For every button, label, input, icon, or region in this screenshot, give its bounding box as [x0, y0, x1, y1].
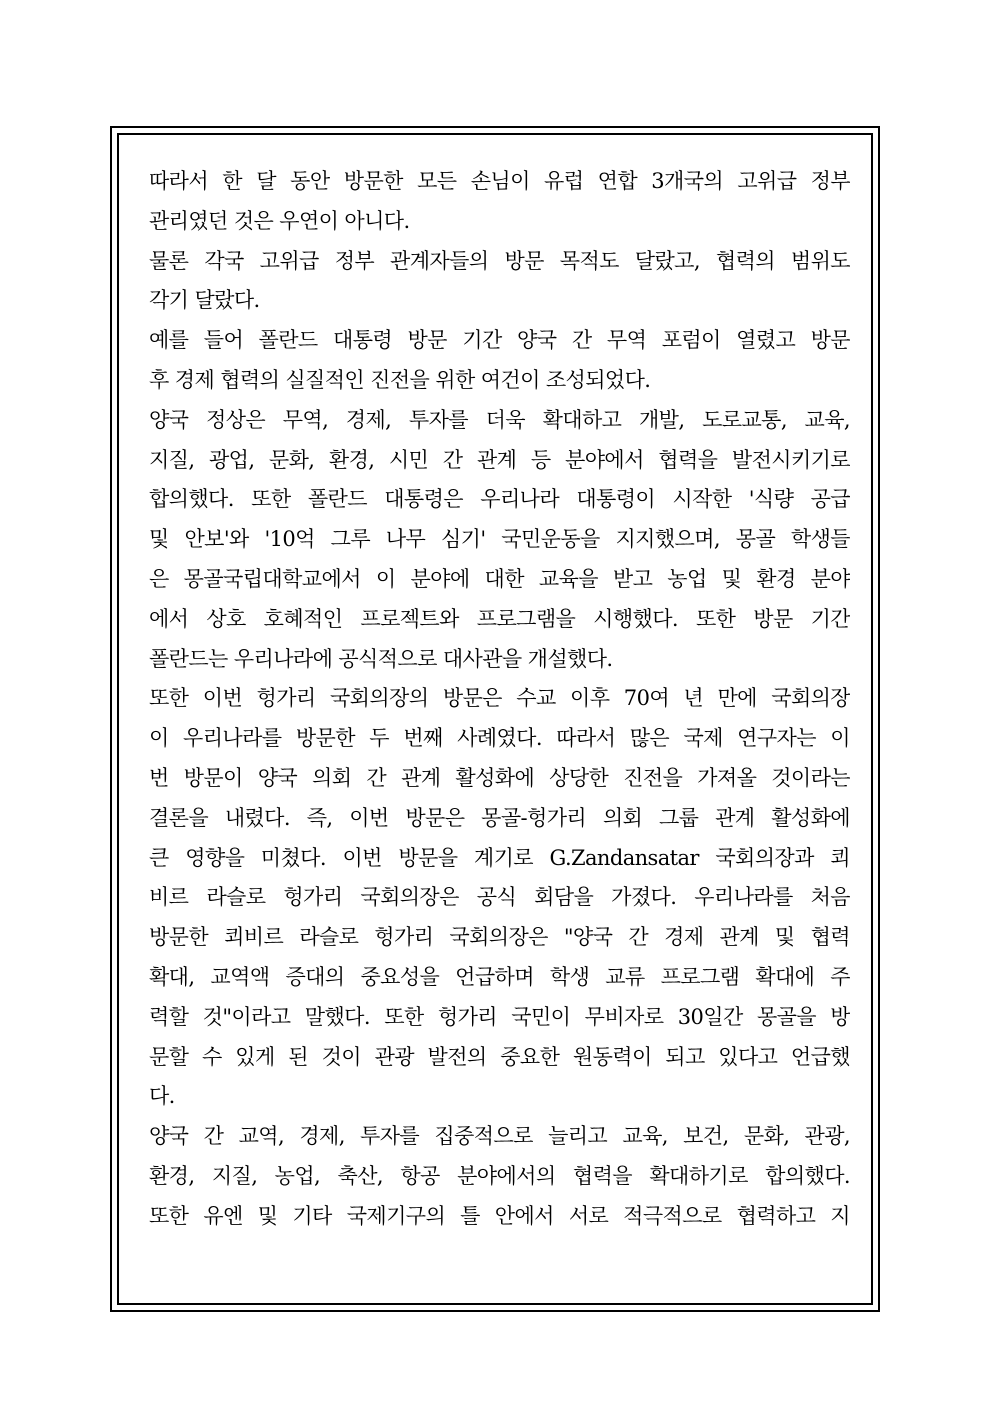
text-line: 결론을 내렸다. 즉, 이번 방문은 몽골-헝가리 의회 그룹 관계 활성화에 [149, 805, 850, 830]
text-line: 방문한 쾨비르 라슬로 헝가리 국회의장은 "양국 간 경제 관계 및 협력 [149, 925, 850, 950]
page-border-outer [110, 126, 880, 1312]
text-line: 확대, 교역액 증대의 중요성을 언급하며 학생 교류 프로그램 확대에 주 [149, 964, 850, 989]
text-line: 따라서 한 달 동안 방문한 모든 손님이 유럽 연합 3개국의 고위급 정부 [149, 169, 850, 193]
text-line: 폴란드는 우리나라에 공식적으로 대사관을 개설했다. [149, 646, 613, 671]
text-line: 각기 달랐다. [149, 288, 260, 313]
text-line: 물론 각국 고위급 정부 관계자들의 방문 목적도 달랐고, 협력의 범위도 [149, 248, 850, 273]
text-line: 문할 수 있게 된 것이 관광 발전의 중요한 원동력이 되고 있다고 언급했 [149, 1044, 850, 1069]
text-line: 예를 들어 폴란드 대통령 방문 기간 양국 간 무역 포럼이 열렸고 방문 [149, 328, 850, 353]
text-line: 환경, 지질, 농업, 축산, 항공 분야에서의 협력을 확대하기로 합의했다. [149, 1163, 850, 1188]
text-line: 이 우리나라를 방문한 두 번째 사례였다. 따라서 많은 국제 연구자는 이 [149, 726, 850, 751]
page-border-inner [117, 133, 873, 1305]
text-line: 또한 이번 헝가리 국회의장의 방문은 수교 이후 70여 년 만에 국회의장 [149, 686, 850, 711]
text-line: 후 경제 협력의 실질적인 진전을 위한 여건이 조성되었다. [149, 367, 651, 392]
text-line: 관리였던 것은 우연이 아니다. [149, 208, 410, 233]
text-line: 지질, 광업, 문화, 환경, 시민 간 관계 등 분야에서 협력을 발전시키기로 [149, 447, 850, 472]
text-line: 양국 정상은 무역, 경제, 투자를 더욱 확대하고 개발, 도로교통, 교육, [149, 407, 850, 432]
text-line: 및 안보'와 '10억 그루 나무 심기' 국민운동을 지지했으며, 몽골 학생들 [149, 527, 850, 552]
document-body [149, 162, 850, 1237]
text-line: 은 몽골국립대학교에서 이 분야에 대한 교육을 받고 농업 및 환경 분야 [149, 566, 850, 591]
text-line: 력할 것"이라고 말했다. 또한 헝가리 국민이 무비자로 30일간 몽골을 방 [149, 1004, 850, 1029]
text-line: 에서 상호 호혜적인 프로젝트와 프로그램을 시행했다. 또한 방문 기간 [149, 606, 850, 631]
text-line: 양국 간 교역, 경제, 투자를 집중적으로 늘리고 교육, 보건, 문화, 관광, [149, 1124, 850, 1149]
text-line: 비르 라슬로 헝가리 국회의장은 공식 회담을 가졌다. 우리나라를 처음 [149, 885, 850, 910]
text-line: 합의했다. 또한 폴란드 대통령은 우리나라 대통령이 시작한 '식량 공급 [149, 487, 850, 512]
text-line: 또한 유엔 및 기타 국제기구의 틀 안에서 서로 적극적으로 협력하고 지 [149, 1203, 850, 1228]
text-line: 큰 영향을 미쳤다. 이번 방문을 계기로 G.Zandansatar 국회의장과 쾨 [149, 845, 850, 870]
text-line: 다. [149, 1084, 175, 1109]
text-line: 번 방문이 양국 의회 간 관계 활성화에 상당한 진전을 가져올 것이라는 [149, 765, 850, 790]
